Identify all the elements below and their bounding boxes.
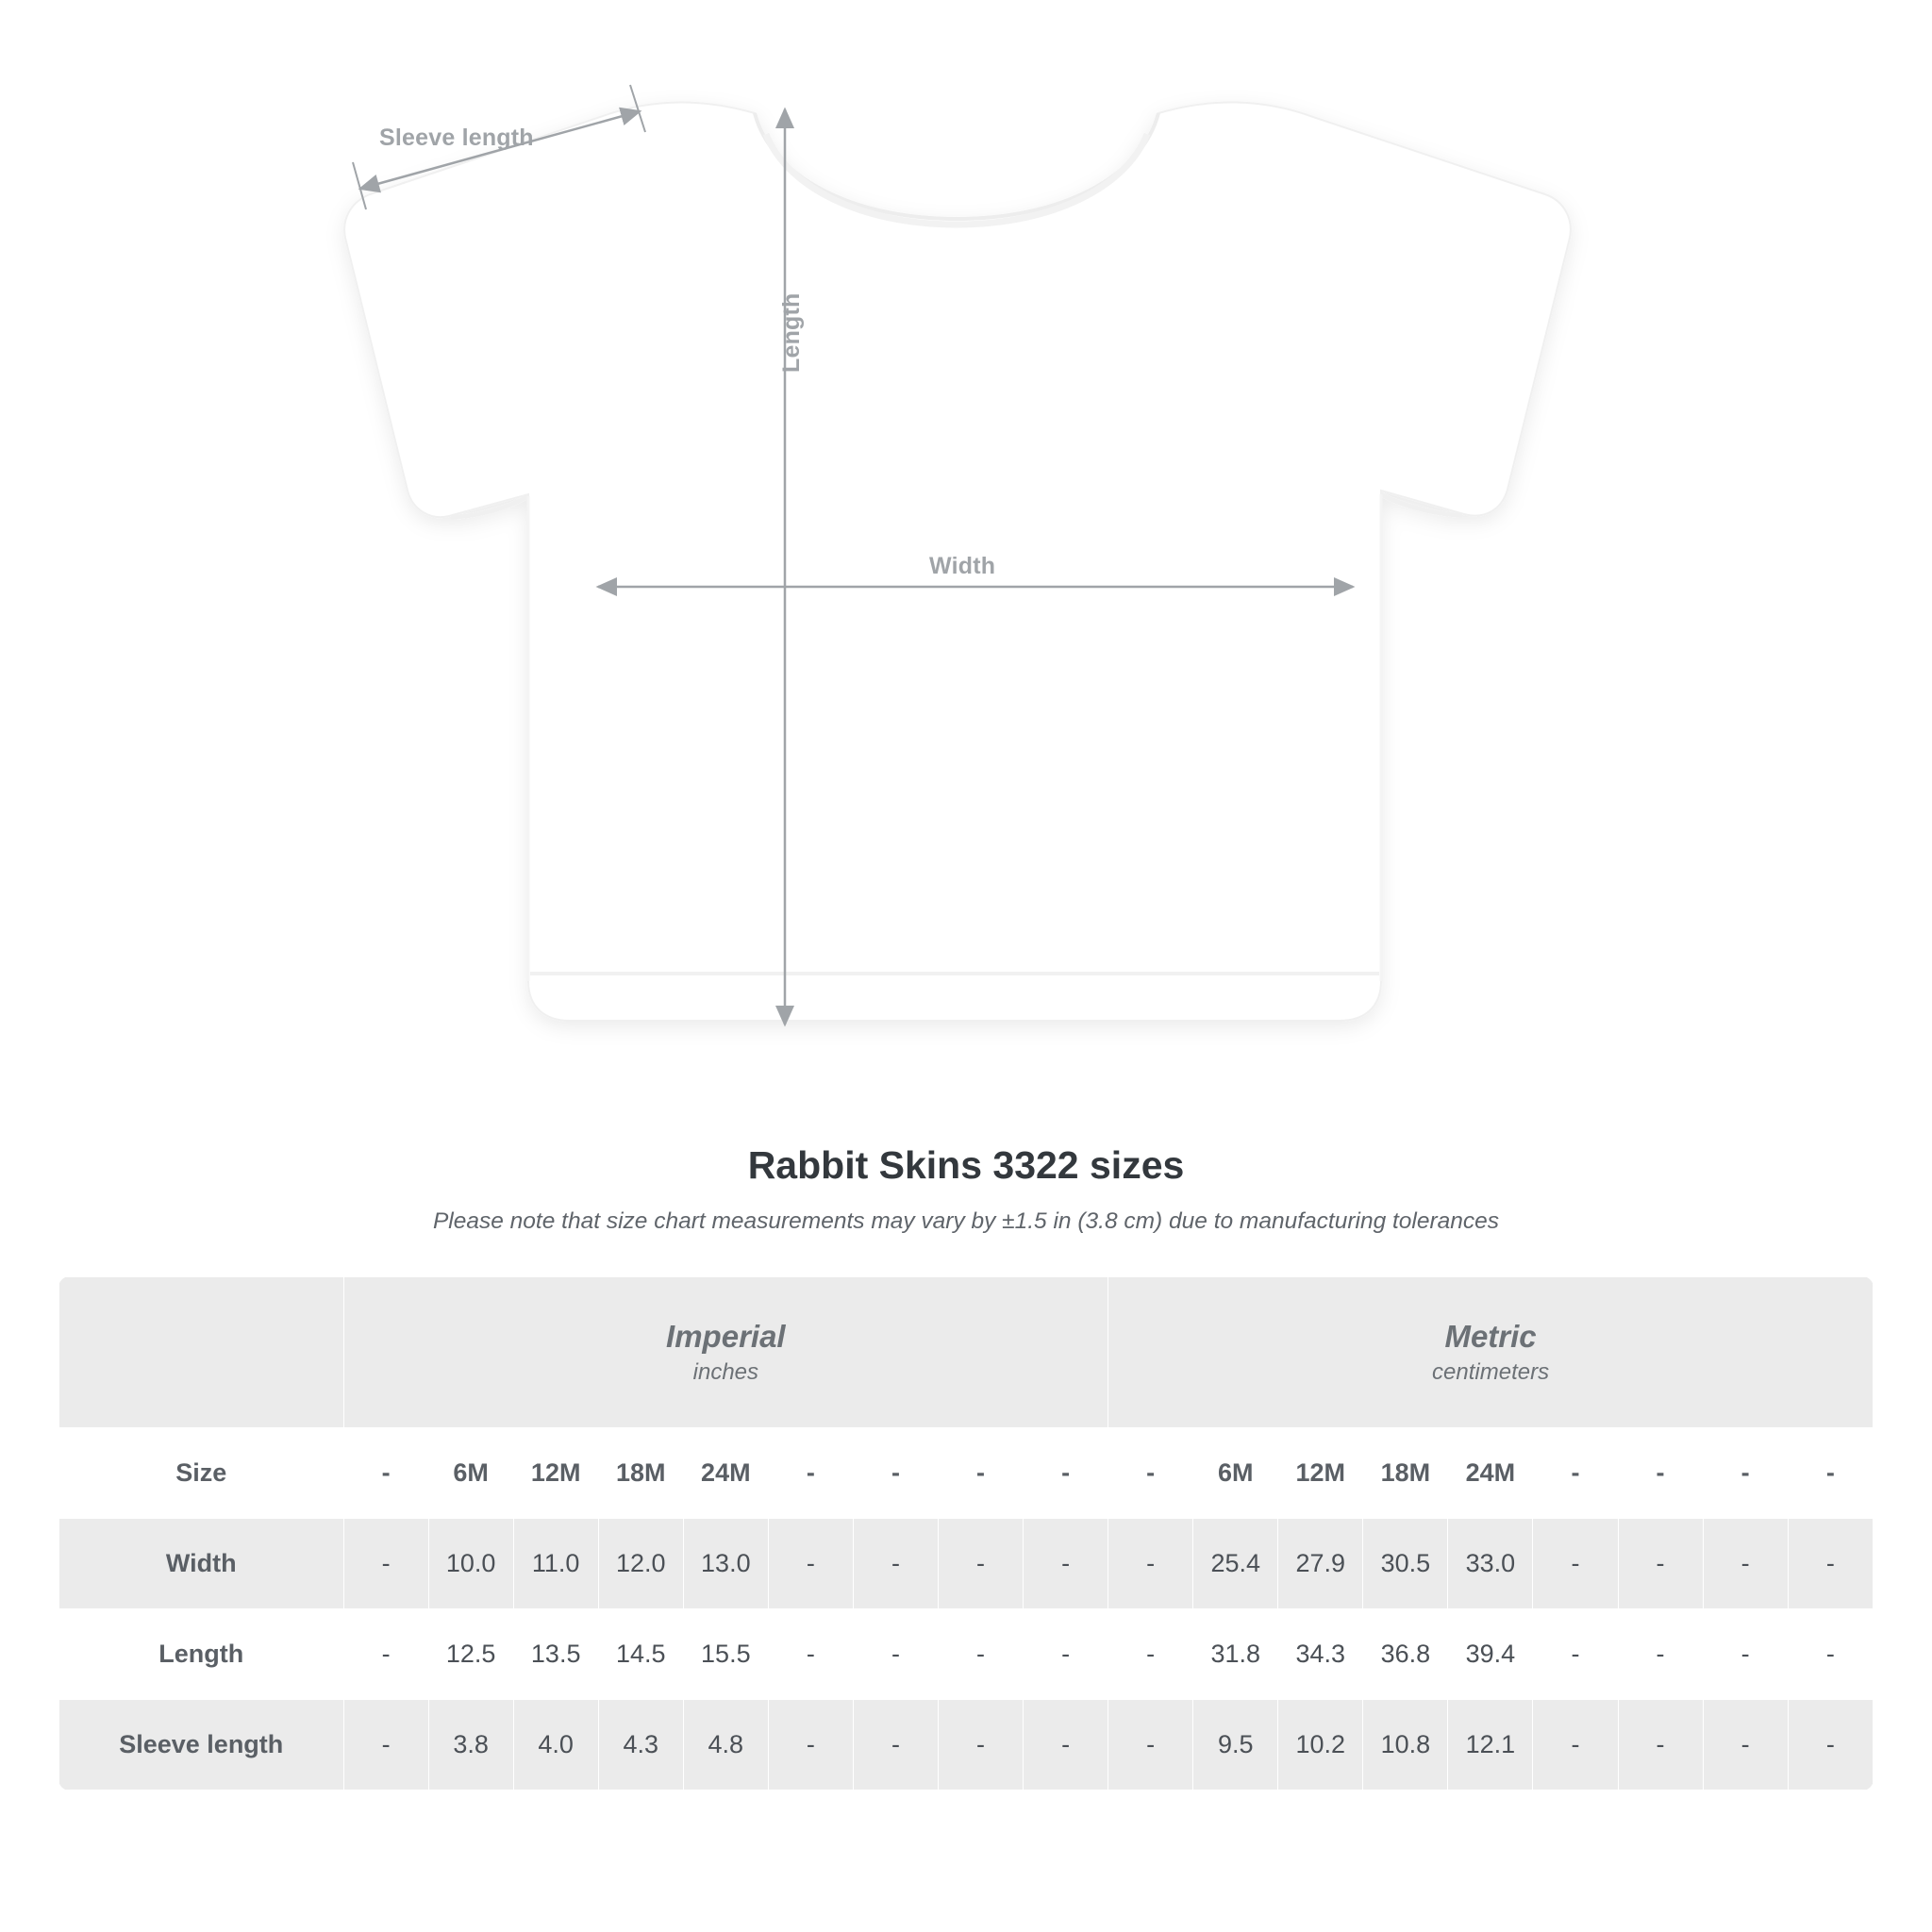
table-row [59, 1700, 1874, 1790]
cell: 12.5 [428, 1609, 513, 1700]
cell: - [938, 1609, 1023, 1700]
cell: 10.8 [1363, 1700, 1448, 1790]
cell: - [343, 1428, 428, 1519]
cell: 24M [1448, 1428, 1533, 1519]
cell: - [1108, 1609, 1193, 1700]
cell: 12.0 [598, 1519, 683, 1609]
cell: 4.3 [598, 1700, 683, 1790]
cell: - [1533, 1700, 1618, 1790]
cell: - [1618, 1428, 1703, 1519]
cell: - [768, 1609, 853, 1700]
cell: - [768, 1519, 853, 1609]
cell: - [1108, 1428, 1193, 1519]
cell: - [938, 1428, 1023, 1519]
cell: 6M [1193, 1428, 1278, 1519]
cell: - [1788, 1519, 1873, 1609]
cell: 13.0 [683, 1519, 768, 1609]
cell: - [1024, 1519, 1108, 1609]
table-row [59, 1609, 1874, 1700]
page-title: Rabbit Skins 3322 sizes [747, 1143, 1185, 1187]
cell: 33.0 [1448, 1519, 1533, 1609]
unit-header-corner [59, 1277, 344, 1428]
cell: - [1788, 1428, 1873, 1519]
cell: 10.2 [1278, 1700, 1363, 1790]
cell: - [1703, 1428, 1788, 1519]
cell: - [343, 1609, 428, 1700]
cell: 12M [513, 1428, 598, 1519]
cell: - [853, 1428, 938, 1519]
cell: - [1788, 1700, 1873, 1790]
cell: 34.3 [1278, 1609, 1363, 1700]
cell: 13.5 [513, 1609, 598, 1700]
cell: - [768, 1700, 853, 1790]
cell: - [1108, 1700, 1193, 1790]
cell: - [853, 1519, 938, 1609]
cell: 4.0 [513, 1700, 598, 1790]
cell: - [1108, 1519, 1193, 1609]
cell: - [1533, 1609, 1618, 1700]
cell: 31.8 [1193, 1609, 1278, 1700]
cell: - [1703, 1609, 1788, 1700]
unit-header-metric: Metric centimeters [1108, 1277, 1874, 1428]
cell: - [1024, 1428, 1108, 1519]
cell: 9.5 [1193, 1700, 1278, 1790]
cell: - [1618, 1609, 1703, 1700]
cell: 14.5 [598, 1609, 683, 1700]
sleeve-length-label: Sleeve length [379, 125, 534, 151]
unit-header-imperial: Imperial inches [343, 1277, 1108, 1428]
cell: - [1703, 1700, 1788, 1790]
cell: 3.8 [428, 1700, 513, 1790]
cell: - [853, 1609, 938, 1700]
chart-title-block [0, 1143, 1932, 1235]
cell: - [938, 1700, 1023, 1790]
cell: 18M [1363, 1428, 1448, 1519]
cell: - [768, 1428, 853, 1519]
cell: 24M [683, 1428, 768, 1519]
cell: 11.0 [513, 1519, 598, 1609]
cell: 36.8 [1363, 1609, 1448, 1700]
width-label: Width [929, 553, 996, 579]
length-label: Length [778, 292, 805, 373]
cell: - [1618, 1519, 1703, 1609]
unit-header-row [59, 1277, 1874, 1428]
cell: - [1024, 1700, 1108, 1790]
cell: 6M [428, 1428, 513, 1519]
cell: 15.5 [683, 1609, 768, 1700]
cell: 4.8 [683, 1700, 768, 1790]
cell: 18M [598, 1428, 683, 1519]
row-label-length: Length [59, 1609, 344, 1700]
cell: - [1533, 1519, 1618, 1609]
cell: 27.9 [1278, 1519, 1363, 1609]
cell: - [343, 1700, 428, 1790]
cell: 39.4 [1448, 1609, 1533, 1700]
size-table [58, 1276, 1874, 1790]
cell: - [938, 1519, 1023, 1609]
cell: - [853, 1700, 938, 1790]
size-table-wrap [58, 1276, 1874, 1790]
table-row [59, 1519, 1874, 1609]
cell: - [1024, 1609, 1108, 1700]
row-label-width: Width [59, 1519, 344, 1609]
cell: 25.4 [1193, 1519, 1278, 1609]
row-label-sleeve-length: Sleeve length [59, 1700, 344, 1790]
cell: 10.0 [428, 1519, 513, 1609]
cell: - [343, 1519, 428, 1609]
cell: - [1533, 1428, 1618, 1519]
cell: 30.5 [1363, 1519, 1448, 1609]
cell: 12M [1278, 1428, 1363, 1519]
row-label-size: Size [59, 1428, 344, 1519]
cell: - [1788, 1609, 1873, 1700]
table-row [59, 1428, 1874, 1519]
cell: 12.1 [1448, 1700, 1533, 1790]
cell: - [1618, 1700, 1703, 1790]
cell: - [1703, 1519, 1788, 1609]
tolerance-note: Please note that size chart measurements may vary by ±1.5 in (3.8 cm) due to manufacturing tolerances [432, 1208, 1500, 1234]
